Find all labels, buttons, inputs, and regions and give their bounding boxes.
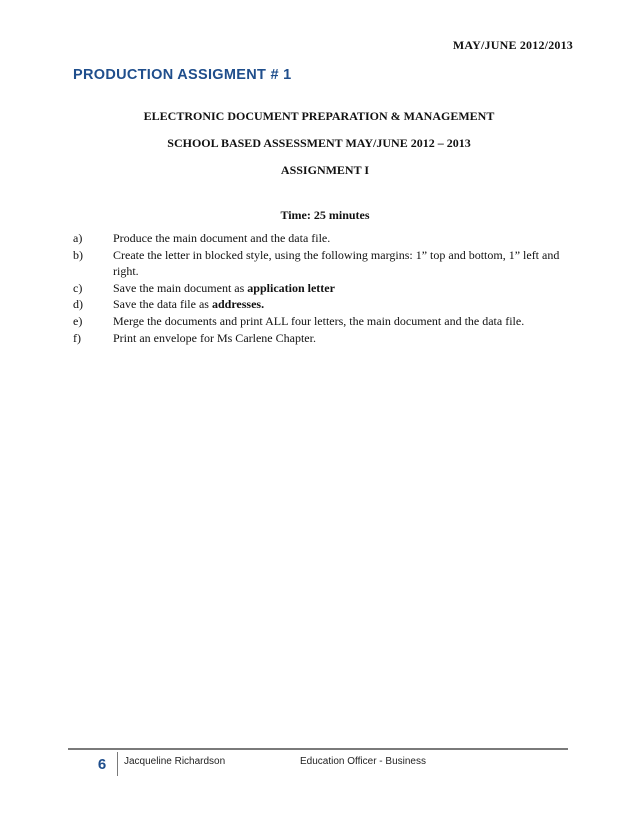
list-marker: d) xyxy=(73,297,83,312)
list-text: Print an envelope for Ms Carlene Chapter. xyxy=(113,330,316,345)
list-marker: c) xyxy=(73,280,83,295)
page-number: 6 xyxy=(97,756,107,773)
list-marker: b) xyxy=(73,247,83,262)
footer-separator xyxy=(117,752,118,776)
list-item xyxy=(73,330,563,347)
instruction-list xyxy=(73,230,563,346)
footer-role: Education Officer - Business xyxy=(300,756,426,767)
list-bold-text: addresses. xyxy=(211,297,265,312)
list-item xyxy=(73,313,563,330)
time-limit: Time: 25 minutes xyxy=(280,208,370,222)
assessment-title: SCHOOL BASED ASSESSMENT MAY/JUNE 2012 – 2013 xyxy=(167,136,471,150)
list-text: Save the data file as xyxy=(113,297,212,312)
list-item xyxy=(73,280,563,297)
list-marker: f) xyxy=(73,330,81,345)
list-item xyxy=(73,296,563,313)
assignment-title: ASSIGNMENT I xyxy=(280,163,370,177)
footer-author: Jacqueline Richardson xyxy=(124,756,226,767)
list-text: Merge the documents and print ALL four letters, the main document and the data file. xyxy=(113,313,525,328)
list-marker: a) xyxy=(73,231,83,245)
list-text: Create the letter in blocked style, using the following margins: 1” top and bottom, 1” left and right. xyxy=(113,247,560,279)
header-date: MAY/JUNE 2012/2013 xyxy=(452,38,573,52)
list-text: Save the main document as xyxy=(113,280,248,295)
list-item xyxy=(73,230,563,247)
list-item xyxy=(73,247,563,280)
list-bold-text: application letter xyxy=(247,280,335,295)
page-heading: PRODUCTION ASSIGMENT # 1 xyxy=(73,67,292,83)
list-marker: e) xyxy=(73,313,83,328)
course-title: ELECTRONIC DOCUMENT PREPARATION & MANAGEMENT xyxy=(143,109,495,123)
list-text: Produce the main document and the data file. xyxy=(113,231,331,245)
footer-divider xyxy=(68,748,568,750)
